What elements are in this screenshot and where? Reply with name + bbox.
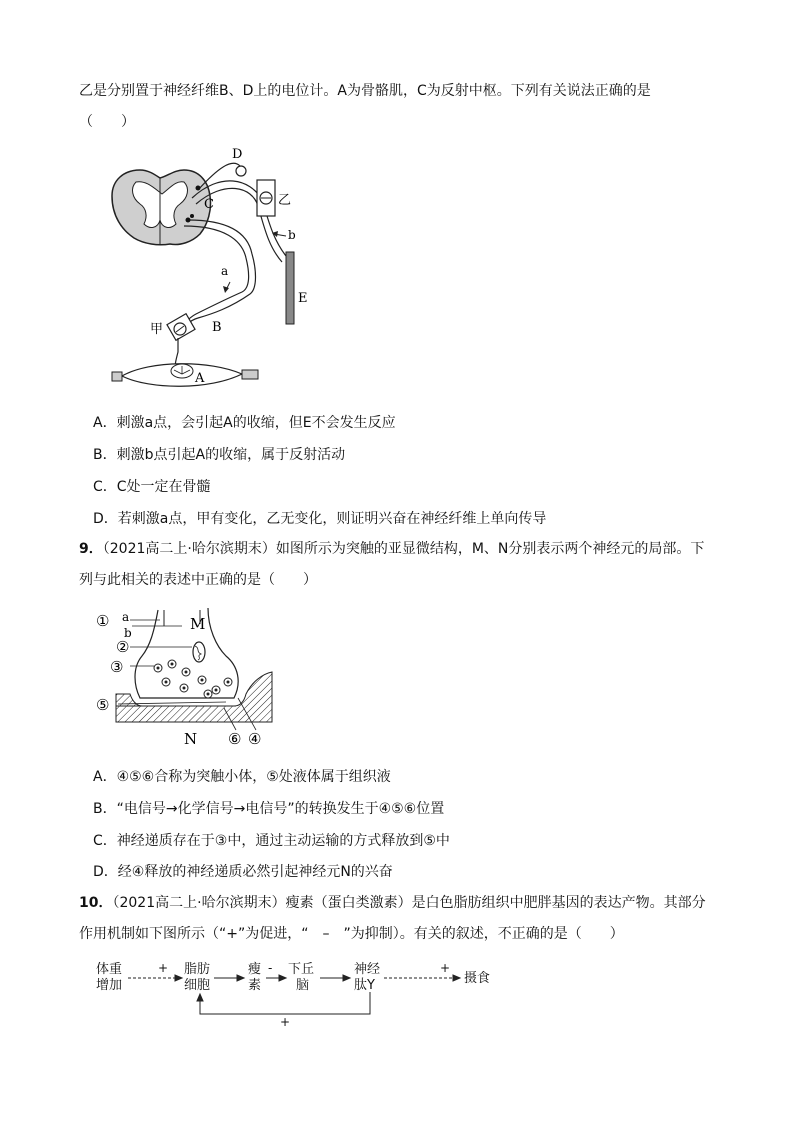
node-leptin-2: 素 — [248, 978, 262, 993]
q8-option-a: A．刺激a点，会引起A的收缩，但E不会发生反应 — [93, 415, 396, 431]
node-leptin-1: 瘦 — [248, 962, 262, 977]
q8-option-b: B．刺激b点引起A的收缩，属于反射活动 — [93, 447, 346, 463]
node-npy-1: 神经 — [354, 962, 381, 977]
label-d: D — [232, 147, 243, 162]
node-feeding: 摄食 — [464, 971, 491, 986]
q10-stem-text: 瘦素（蛋白类激素）是白色脂肪组织中肥胖基因的表达产物。其部分 — [285, 895, 706, 911]
q9-option-d: D．经④释放的神经递质必然引起神经元N的兴奋 — [93, 864, 393, 880]
label-yi: 乙 — [278, 193, 292, 208]
reflex-arc-figure — [100, 138, 330, 398]
q9-option-b: B．“电信号→化学信号→电信号”的转换发生于④⑤⑥位置 — [93, 801, 445, 817]
q9-option-a: A．④⑤⑥合称为突触小体，⑤处液体属于组织液 — [93, 769, 391, 785]
answer-paren: （ ） — [79, 114, 135, 130]
synapse-figure — [96, 602, 276, 750]
q9-option-c: C．神经递质存在于③中，通过主动运输的方式释放到⑤中 — [93, 833, 450, 849]
spinal-cord-section — [112, 170, 211, 245]
node-weight-2: 增加 — [96, 978, 123, 993]
label-a-muscle: A — [195, 371, 205, 386]
label-b: b — [288, 228, 296, 242]
q9-number: 9． — [79, 541, 103, 557]
q10-stem-line2: 作用机制如下图所示（“+”为促进，“ – ”为抑制）。有关的叙述，不正确的是（ ） — [79, 926, 624, 942]
node-hypothalamus-1: 下丘 — [288, 962, 315, 977]
label-circle-1: ① — [96, 612, 110, 630]
label-jia: 甲 — [150, 322, 164, 337]
node-npy-2: 肽Y — [354, 978, 375, 993]
node-weight-1: 体重 — [96, 962, 123, 977]
q10-stem-line1 — [79, 893, 706, 913]
label-circle-4: ④ — [248, 730, 262, 748]
label-n: N — [184, 730, 198, 748]
sign-minus: - — [268, 961, 273, 975]
q9-stem-line2: 列与此相关的表述中正确的是（ ） — [79, 572, 317, 588]
node-fat-1: 脂肪 — [184, 962, 211, 977]
effector-e — [286, 252, 294, 324]
q9-source: （2021高二上·哈尔滨期末） — [102, 541, 276, 557]
label-circle-2: ② — [116, 638, 130, 656]
label-c: C — [204, 197, 214, 212]
label-m: M — [190, 615, 206, 633]
label-b: b — [124, 626, 132, 640]
leptin-flow-diagram — [92, 958, 502, 1028]
muscle-a — [112, 364, 258, 387]
sign-plus-2: + — [440, 961, 451, 975]
label-b-fiber: B — [212, 320, 222, 335]
node-fat-2: 细胞 — [184, 978, 211, 993]
sign-plus-1: + — [158, 961, 169, 975]
q8-option-c: C．C处一定在骨髓 — [93, 479, 211, 495]
sign-plus-3: + — [280, 1015, 291, 1028]
label-a: a — [221, 264, 229, 278]
q8-option-d: D．若刺激a点，甲有变化，乙无变化，则证明兴奋在神经纤维上单向传导 — [93, 511, 547, 527]
label-a: a — [122, 610, 130, 624]
intro-line: 乙是分别置于神经纤维B、D上的电位计。A为骨骼肌，C为反射中枢。下列有关说法正确的是 — [79, 83, 651, 99]
label-e: E — [298, 291, 308, 306]
q10-source: （2021高二上·哈尔滨期末） — [112, 895, 286, 911]
node-hypothalamus-2: 脑 — [296, 978, 310, 993]
label-circle-5: ⑤ — [96, 696, 110, 714]
label-circle-6: ⑥ — [228, 730, 242, 748]
q9-stem-line1 — [79, 539, 704, 559]
label-circle-3: ③ — [110, 658, 124, 676]
q10-number: 10． — [79, 895, 113, 911]
q9-stem-text: 如图所示为突触的亚显微结构，M、N分别表示两个神经元的局部。下 — [275, 541, 705, 557]
